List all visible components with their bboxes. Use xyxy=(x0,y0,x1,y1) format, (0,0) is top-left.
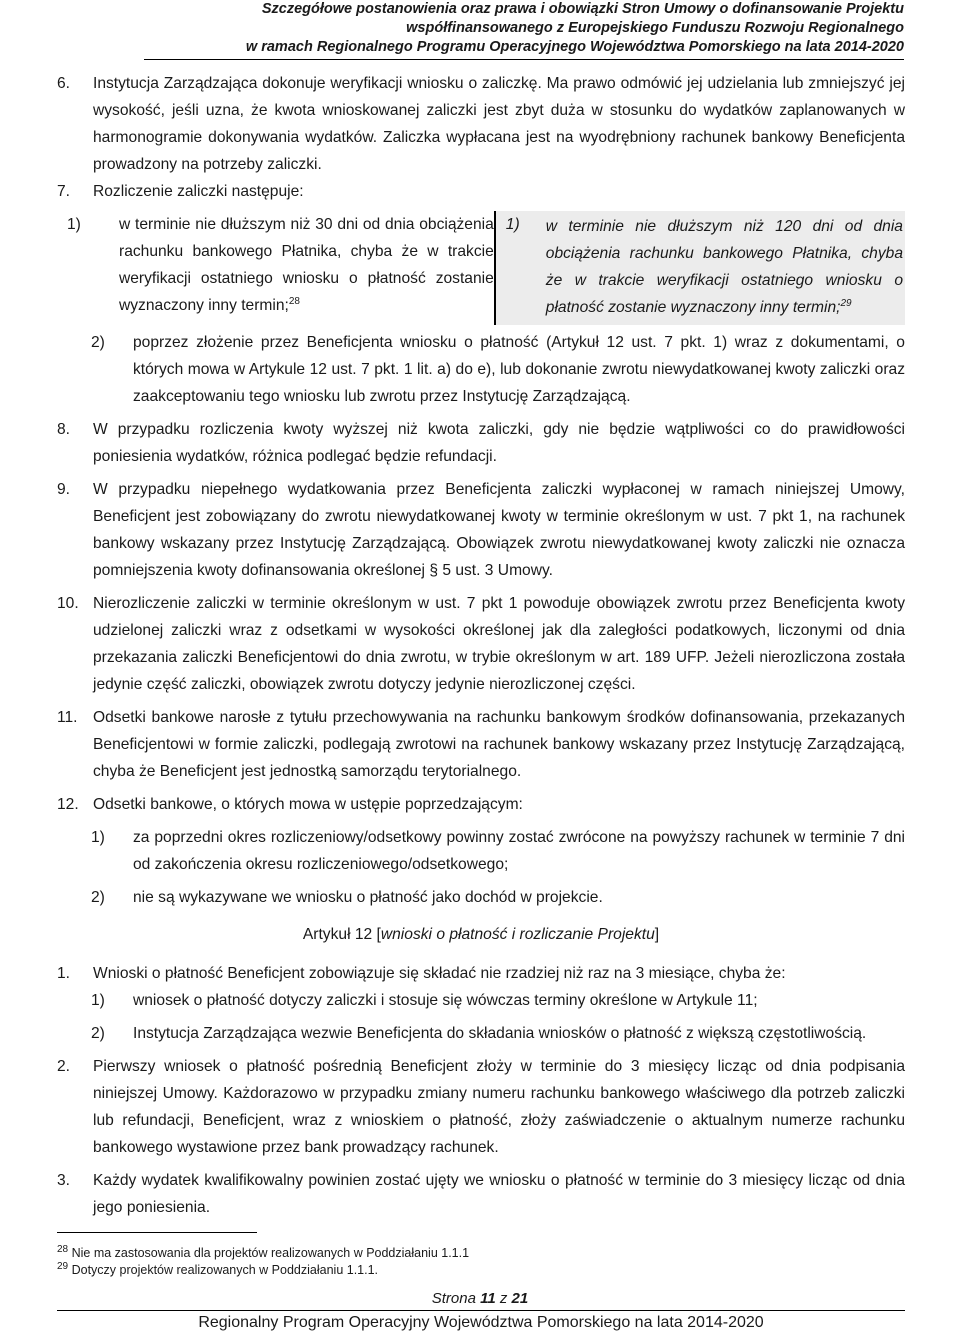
paragraph-12 xyxy=(57,791,905,818)
footnote-29 xyxy=(57,1262,905,1279)
original-item-1 xyxy=(57,211,494,325)
paragraph-9 xyxy=(57,476,905,584)
document-header xyxy=(144,0,904,60)
item-text: za poprzedni okres rozliczeniowy/odsetkowy powinny zostać zwrócone na powyższy rachunek w terminie 7 dni od zakończenia okresu rozliczeniowego/odsetkowego; xyxy=(133,829,905,873)
header-line-3: w ramach Regionalnego Programu Operacyjnego Województwa Pomorskiego na lata 2014-2020 xyxy=(245,39,904,55)
paragraph-8 xyxy=(57,416,905,470)
paragraph-text: W przypadku rozliczenia kwoty wyższej niż kwota zaliczki, gdy nie będzie wątpliwości co do prawidłowości poniesienia wydatków, różnica podlegać będzie refundacji. xyxy=(93,421,905,465)
item-text: poprzez złożenie przez Beneficjenta wniosku o płatność (Artykuł 12 ust. 7 pkt. 1) wraz z dokumentami, o których mowa w Artykule 12 ust. 7 pkt. 1 lit. a) do e), lub dokonanie zwrotu niewydatkowanej kwoty zaliczki oraz zaakceptowaniu tego wniosku lub zwrotu przez Instytucję Zarządzającą. xyxy=(133,334,905,405)
article-12-paragraph-1 xyxy=(57,960,905,987)
paragraph-number: 9. xyxy=(57,481,71,498)
article-12-heading: Artykuł 12 [wnioski o płatność i rozliczanie Projektu] xyxy=(302,926,660,943)
item-number: 1) xyxy=(505,216,520,233)
article-12-paragraph-3 xyxy=(57,1167,905,1221)
footnote-text: Nie ma zastosowania dla projektów realizowanych w Poddziałaniu 1.1.1 xyxy=(71,1246,470,1260)
item-number: 2) xyxy=(91,889,105,906)
item-number: 1) xyxy=(91,829,105,846)
paragraph-text: Każdy wydatek kwalifikowalny powinien zostać ujęty we wniosku o płatność w terminie do 3 miesięcy licząc od dnia jego poniesienia. xyxy=(93,1172,905,1216)
paragraph-10 xyxy=(57,590,905,698)
footnote-ref-29[interactable]: 29 xyxy=(840,297,852,309)
total-pages: 21 xyxy=(511,1290,529,1307)
paragraph-text: Instytucja Zarządzająca dokonuje weryfikacji wniosku o zaliczkę. Ma prawo odmówić jej udzielania lub zmniejszyć jej wysokość, jeśli uzna, że kwota wnioskowanej zaliczki jest zbyt duża w stosunku do wydatków zaplanowanych w harmonogramie dokonywania wydatków. Zaliczka wypłacana jest na wyodrębniony rachunek bankowy Beneficjenta prowadzony na potrzeby zaliczki. xyxy=(93,75,905,173)
paragraph-number: 1. xyxy=(57,965,71,982)
paragraph-text: Wnioski o płatność Beneficjent zobowiązuje się składać nie rzadziej niż raz na 3 miesiące, chyba że: xyxy=(93,965,786,982)
paragraph-text: Rozliczenie zaliczki następuje: xyxy=(93,183,304,200)
footnote-ref-28[interactable]: 28 xyxy=(288,295,300,307)
footnote-text: Dotyczy projektów realizowanych w Poddziałaniu 1.1.1. xyxy=(71,1263,379,1277)
footnote-number: 29 xyxy=(57,1260,69,1272)
paragraph-number: 7. xyxy=(57,183,71,200)
header-line-1: Szczegółowe postanowienia oraz prawa i obowiązki Stron Umowy o dofinansowanie Projektu xyxy=(261,1,904,17)
paragraph-number: 3. xyxy=(57,1172,71,1189)
paragraph-12-item-1 xyxy=(57,824,905,878)
paragraph-text: W przypadku niepełnego wydatkowania przez Beneficjenta zaliczki wypłaconej w ramach niniejszej Umowy, Beneficjent jest zobowiązany do zwrotu niewydatkowanej kwoty w terminie określonym w ust. 7 pkt 1, na rachunek bankowy wskazany przez Instytucję Zarządzającą. Obowiązek zwrotu niewydatkowanej kwoty zaliczki nie oznacza pomniejszenia kwoty dofinansowania określonej § 5 ust. 3 Umowy. xyxy=(93,481,905,579)
paragraph-text: Odsetki bankowe narosłe z tytułu przechowywania na rachunku bankowym środków dofinansowania, przekazanych Beneficjentowi w formie zaliczki, podlegają zwrotowi na rachunek bankowy wskazany przez Instytucję Zarządzającą, chyba że Beneficjent jest jednostką samorządu terytorialnego. xyxy=(93,709,905,780)
footnote-divider xyxy=(57,1232,257,1233)
paragraph-number: 6. xyxy=(57,75,71,92)
article-12-paragraph-2 xyxy=(57,1053,905,1161)
paragraph-number: 12. xyxy=(57,796,79,813)
footnote-28 xyxy=(57,1245,905,1262)
paragraph-7 xyxy=(57,178,905,205)
paragraph-number: 11. xyxy=(57,709,78,726)
comparison-columns xyxy=(57,211,905,325)
article-12-paragraph-1-item-2 xyxy=(57,1020,905,1047)
article-12-paragraph-1-item-1 xyxy=(57,987,905,1014)
paragraph-number: 8. xyxy=(57,421,71,438)
document-body xyxy=(57,70,905,1221)
document-footer: Regionalny Program Operacyjny Województwa Pomorskiego na lata 2014-2020 xyxy=(57,1310,905,1332)
paragraph-12-item-2 xyxy=(57,884,905,911)
paragraph-6 xyxy=(57,70,905,178)
item-number: 2) xyxy=(91,1025,105,1042)
paragraph-number: 10. xyxy=(57,595,79,612)
revised-item-1 xyxy=(494,211,905,325)
paragraph-text: Pierwszy wniosek o płatność pośrednią Beneficjent złoży w terminie do 3 miesięcy licząc od dnia podpisania niniejszej Umowy. Każdorazowo w przypadku zmiany numeru rachunku bankowego właściwego dla potrzeb zaliczki lub refundacji, Beneficjent, wraz z wnioskiem o płatność, złoży zaświadczenie o aktualnym numerze rachunku bankowego wystawione przez bank prowadzący rachunek. xyxy=(93,1058,905,1156)
header-line-2: współfinansowanego z Europejskiego Funduszu Rozwoju Regionalnego xyxy=(406,20,904,36)
item-text: nie są wykazywane we wniosku o płatność jako dochód w projekcie. xyxy=(133,889,603,906)
paragraph-11 xyxy=(57,704,905,785)
item-number: 1) xyxy=(67,216,81,233)
paragraph-number: 2. xyxy=(57,1058,71,1075)
item-text: w terminie nie dłuższym niż 30 dni od dnia obciążenia rachunku bankowego Płatnika, chyba że w trakcie weryfikacji ostatniego wniosku o płatność zostanie wyznaczony inny termin; xyxy=(119,216,494,314)
paragraph-7-item-2 xyxy=(57,329,905,410)
item-text: wniosek o płatność dotyczy zaliczki i stosuje się wówczas terminy określone w Artykule 11; xyxy=(133,992,758,1009)
footnote-number: 28 xyxy=(57,1243,69,1255)
paragraph-text: Odsetki bankowe, o których mowa w ustępie poprzedzającym: xyxy=(93,796,523,813)
item-number: 1) xyxy=(91,992,105,1009)
item-text: Instytucja Zarządzająca wezwie Beneficjenta do składania wniosków o płatność z większą częstotliwością. xyxy=(133,1025,867,1042)
item-text: w terminie nie dłuższym niż 120 dni od dnia obciążenia rachunku bankowego Płatnika, chyba że w trakcie weryfikacji ostatniego wniosku o płatność zostanie wyznaczony inny termin; xyxy=(545,218,903,316)
footnotes xyxy=(57,1232,905,1279)
page-number: Strona 11 z 21 xyxy=(431,1290,529,1307)
current-page: 11 xyxy=(480,1290,496,1307)
item-number: 2) xyxy=(91,334,105,351)
paragraph-text: Nierozliczenie zaliczki w terminie określonym w ust. 7 pkt 1 powoduje obowiązek zwrotu przez Beneficjenta kwoty udzielonej zaliczki wraz z odsetkami w wysokości określonej jak dla zaległości podatkowych, liczonymi od dnia przekazania zaliczki Beneficjentowi do dnia zwrotu, w trybie określonym w art. 189 UFP. Jeżeli nierozliczona została jedynie część zaliczki, obowiązek zwrotu dotyczy jedynie nierozliczonej części. xyxy=(93,595,905,693)
